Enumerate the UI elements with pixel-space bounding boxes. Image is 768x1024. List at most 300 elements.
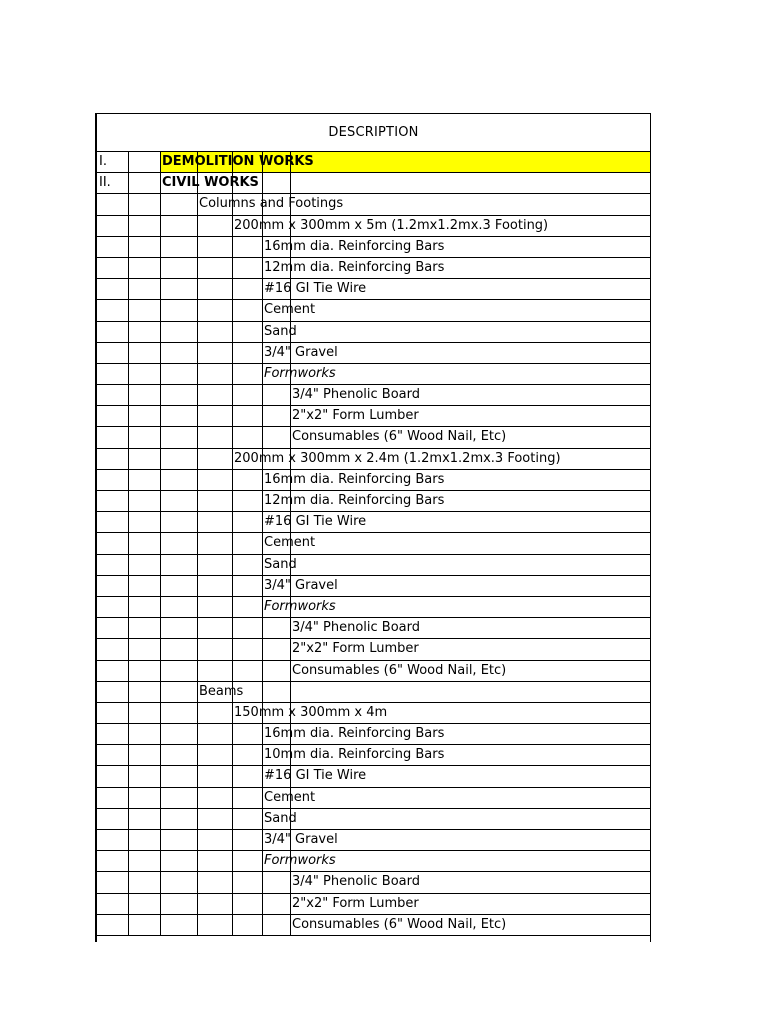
grid-line: [232, 661, 233, 681]
grid-line: [197, 300, 198, 320]
grid-line: [197, 661, 198, 681]
row-description: Consumables (6" Wood Nail, Etc): [292, 429, 507, 445]
grid-line: [197, 830, 198, 850]
table-row[interactable]: [97, 851, 650, 872]
grid-line: [160, 300, 161, 320]
grid-line: [128, 639, 129, 659]
grid-line: [128, 682, 129, 702]
row-blank-cell[interactable]: [128, 427, 160, 447]
row-description: 3/4" Phenolic Board: [292, 874, 421, 890]
grid-line: [160, 851, 161, 871]
grid-line: [197, 555, 198, 575]
row-description: Sand: [264, 810, 297, 826]
grid-line: [160, 512, 161, 532]
row-description: CIVIL WORKS: [162, 175, 259, 191]
grid-line: [128, 661, 129, 681]
row-number-cell[interactable]: [97, 300, 128, 320]
row-description: 2"x2" Form Lumber: [292, 895, 419, 911]
row-description: 2"x2" Form Lumber: [292, 641, 419, 657]
row-number-cell[interactable]: [97, 237, 128, 257]
row-number-cell[interactable]: [97, 427, 128, 447]
row-description: 200mm x 300mm x 5m (1.2mx1.2mx.3 Footing): [234, 217, 549, 233]
grid-line: [128, 915, 129, 935]
table-row[interactable]: [97, 745, 650, 766]
grid-line: [262, 639, 263, 659]
grid-line: [160, 894, 161, 914]
grid-line: [128, 194, 129, 214]
grid-line: [160, 618, 161, 638]
row-description: 12mm dia. Reinforcing Bars: [264, 493, 445, 508]
grid-line: [160, 661, 161, 681]
row-blank-cell[interactable]: [128, 682, 160, 702]
table-row[interactable]: [97, 300, 650, 321]
grid-line: [128, 788, 129, 808]
row-description: Cement: [264, 535, 316, 551]
row-number-cell[interactable]: [97, 194, 128, 214]
grid-line: [262, 894, 263, 914]
grid-line: [160, 152, 161, 172]
grid-line: [262, 682, 263, 702]
row-number-cell[interactable]: [97, 703, 128, 723]
row-blank-cell[interactable]: [128, 745, 160, 765]
grid-line: [128, 533, 129, 553]
grid-line: [262, 618, 263, 638]
grid-line: [232, 724, 233, 744]
table-row[interactable]: [97, 449, 650, 470]
grid-line: [197, 724, 198, 744]
grid-line: [232, 597, 233, 617]
row-number-cell[interactable]: [97, 491, 128, 511]
description-header: [97, 114, 650, 152]
grid-line: [262, 491, 263, 511]
grid-line: [290, 639, 291, 659]
grid-line: [160, 406, 161, 426]
row-description: #16 GI Tie Wire: [264, 768, 367, 784]
spreadsheet-table: [95, 113, 651, 942]
grid-line: [160, 427, 161, 447]
grid-line: [128, 618, 129, 638]
row-blank-cell[interactable]: [128, 618, 160, 638]
row-description: Cement: [264, 789, 316, 805]
grid-line: [128, 364, 129, 384]
row-blank-cell[interactable]: [128, 491, 160, 511]
grid-line: [290, 427, 291, 447]
table-row[interactable]: [97, 152, 650, 173]
row-number-cell[interactable]: [97, 724, 128, 744]
grid-line: [128, 491, 129, 511]
row-blank-cell[interactable]: [128, 830, 160, 850]
grid-line: [290, 173, 291, 193]
grid-line: [160, 682, 161, 702]
row-description: 150mm x 300mm x 4m: [234, 704, 388, 720]
grid-line: [128, 745, 129, 765]
row-blank-cell[interactable]: [128, 279, 160, 299]
row-number-cell[interactable]: [97, 343, 128, 363]
grid-line: [160, 788, 161, 808]
grid-line: [128, 449, 129, 469]
grid-line: [232, 894, 233, 914]
grid-line: [197, 618, 198, 638]
row-blank-cell[interactable]: [128, 385, 160, 405]
grid-line: [232, 576, 233, 596]
grid-line: [197, 745, 198, 765]
table-row[interactable]: [97, 470, 650, 491]
grid-line: [232, 788, 233, 808]
row-number-cell[interactable]: [97, 682, 128, 702]
grid-line: [232, 216, 233, 236]
row-blank-cell[interactable]: [128, 173, 160, 193]
grid-line: [262, 385, 263, 405]
grid-line: [232, 872, 233, 892]
row-blank-cell[interactable]: [128, 555, 160, 575]
grid-line: [232, 809, 233, 829]
grid-line: [128, 512, 129, 532]
row-blank-cell[interactable]: [128, 237, 160, 257]
row-number-cell[interactable]: [97, 597, 128, 617]
grid-line: [160, 576, 161, 596]
grid-line: [232, 449, 233, 469]
row-blank-cell[interactable]: [128, 851, 160, 871]
grid-line: [197, 279, 198, 299]
table-row[interactable]: [97, 364, 650, 385]
grid-line: [232, 915, 233, 935]
row-number-cell[interactable]: [97, 533, 128, 553]
grid-line: [128, 258, 129, 278]
table-row[interactable]: [97, 491, 650, 512]
grid-line: [262, 830, 263, 850]
grid-line: [262, 766, 263, 786]
row-description: 3/4" Phenolic Board: [292, 387, 421, 403]
grid-line: [290, 618, 291, 638]
row-number-cell[interactable]: [97, 661, 128, 681]
grid-line: [197, 915, 198, 935]
grid-line: [160, 915, 161, 935]
grid-line: [160, 449, 161, 469]
row-number-cell[interactable]: [97, 766, 128, 786]
row-blank-cell[interactable]: [128, 406, 160, 426]
grid-line: [197, 703, 198, 723]
grid-line: [160, 216, 161, 236]
grid-line: [197, 788, 198, 808]
table-row[interactable]: [97, 894, 650, 915]
grid-line: [160, 597, 161, 617]
grid-line: [262, 809, 263, 829]
row-number-cell[interactable]: [97, 851, 128, 871]
grid-line: [160, 766, 161, 786]
row-number-cell[interactable]: [97, 449, 128, 469]
grid-line: [128, 300, 129, 320]
grid-line: [128, 830, 129, 850]
grid-line: [232, 512, 233, 532]
row-number-cell[interactable]: [97, 809, 128, 829]
row-blank-cell[interactable]: [128, 809, 160, 829]
row-blank-cell[interactable]: [128, 576, 160, 596]
row-description: Beams: [199, 683, 244, 699]
grid-line: [232, 830, 233, 850]
row-number-cell[interactable]: [97, 385, 128, 405]
grid-line: [232, 639, 233, 659]
grid-line: [262, 406, 263, 426]
grid-line: [290, 406, 291, 426]
table-row[interactable]: [97, 343, 650, 364]
row-number-cell[interactable]: [97, 618, 128, 638]
grid-line: [197, 449, 198, 469]
row-number-cell[interactable]: [97, 364, 128, 384]
row-blank-cell[interactable]: [128, 915, 160, 935]
grid-line: [232, 406, 233, 426]
grid-line: [128, 152, 129, 172]
grid-line: [197, 216, 198, 236]
table-row[interactable]: [97, 766, 650, 787]
grid-line: [232, 533, 233, 553]
grid-line: [262, 237, 263, 257]
table-row[interactable]: [97, 661, 650, 682]
grid-line: [232, 300, 233, 320]
row-blank-cell[interactable]: [128, 300, 160, 320]
row-number-cell[interactable]: [97, 406, 128, 426]
table-row[interactable]: [97, 724, 650, 745]
grid-line: [128, 343, 129, 363]
grid-line: [197, 237, 198, 257]
grid-line: [197, 512, 198, 532]
grid-line: [262, 258, 263, 278]
grid-line: [160, 364, 161, 384]
table-row[interactable]: [97, 872, 650, 893]
row-blank-cell[interactable]: [128, 894, 160, 914]
row-description: Columns and Footings: [199, 196, 344, 212]
table-row[interactable]: [97, 618, 650, 639]
table-row[interactable]: [97, 322, 650, 343]
row-blank-cell[interactable]: [128, 639, 160, 659]
table-row[interactable]: [97, 682, 650, 703]
grid-line: [128, 555, 129, 575]
row-number-cell[interactable]: [97, 576, 128, 596]
grid-line: [128, 216, 129, 236]
grid-line: [290, 915, 291, 935]
grid-line: [197, 194, 198, 214]
grid-line: [128, 406, 129, 426]
row-number-cell[interactable]: [97, 872, 128, 892]
row-description: #16 GI Tie Wire: [264, 514, 367, 530]
grid-line: [128, 173, 129, 193]
row-description: Formworks: [264, 598, 336, 614]
grid-line: [197, 385, 198, 405]
row-description: #16 GI Tie Wire: [264, 281, 367, 297]
table-row[interactable]: [97, 279, 650, 300]
grid-line: [128, 237, 129, 257]
row-number-cell[interactable]: [97, 512, 128, 532]
grid-line: [197, 258, 198, 278]
row-number-cell[interactable]: [97, 894, 128, 914]
row-blank-cell[interactable]: [128, 470, 160, 490]
grid-line: [262, 512, 263, 532]
row-description: Consumables (6" Wood Nail, Etc): [292, 916, 507, 932]
grid-line: [262, 555, 263, 575]
grid-line: [232, 385, 233, 405]
grid-line: [197, 322, 198, 342]
row-description: 3/4" Gravel: [264, 577, 338, 593]
grid-line: [160, 703, 161, 723]
row-blank-cell[interactable]: [128, 597, 160, 617]
table-row[interactable]: [97, 216, 650, 237]
grid-line: [160, 491, 161, 511]
grid-line: [262, 533, 263, 553]
grid-line: [160, 809, 161, 829]
row-description: 16mm dia. Reinforcing Bars: [264, 726, 445, 742]
table-row[interactable]: [97, 915, 650, 936]
grid-line: [128, 597, 129, 617]
grid-line: [160, 533, 161, 553]
grid-line: [262, 872, 263, 892]
row-blank-cell[interactable]: [128, 512, 160, 532]
table-row[interactable]: [97, 258, 650, 279]
row-description: 2"x2" Form Lumber: [292, 408, 419, 424]
table-row[interactable]: [97, 703, 650, 724]
row-description: 12mm dia. Reinforcing Bars: [264, 259, 445, 275]
grid-line: [128, 322, 129, 342]
row-description: Formworks: [264, 853, 336, 869]
grid-line: [197, 491, 198, 511]
grid-line: [232, 364, 233, 384]
row-blank-cell[interactable]: [128, 724, 160, 744]
grid-line: [262, 724, 263, 744]
grid-line: [290, 894, 291, 914]
row-number-cell[interactable]: [97, 830, 128, 850]
grid-line: [128, 872, 129, 892]
row-number-cell[interactable]: [97, 745, 128, 765]
table-body: [97, 152, 650, 936]
grid-line: [232, 703, 233, 723]
grid-line: [232, 851, 233, 871]
row-blank-cell[interactable]: [128, 258, 160, 278]
grid-line: [290, 661, 291, 681]
grid-line: [262, 915, 263, 935]
row-number-cell[interactable]: [97, 639, 128, 659]
table-row[interactable]: [97, 173, 650, 194]
grid-line: [128, 427, 129, 447]
row-blank-cell[interactable]: [128, 449, 160, 469]
grid-line: [262, 427, 263, 447]
row-blank-cell[interactable]: [128, 152, 160, 172]
grid-line: [262, 173, 263, 193]
row-number-cell[interactable]: [97, 279, 128, 299]
table-row[interactable]: [97, 427, 650, 448]
row-blank-cell[interactable]: [128, 322, 160, 342]
row-description: Formworks: [264, 365, 336, 381]
table-row[interactable]: [97, 533, 650, 554]
grid-line: [262, 470, 263, 490]
table-row[interactable]: [97, 194, 650, 215]
grid-line: [160, 872, 161, 892]
row-number-cell[interactable]: [97, 322, 128, 342]
row-blank-cell[interactable]: [128, 661, 160, 681]
grid-line: [160, 279, 161, 299]
table-row[interactable]: [97, 809, 650, 830]
table-row[interactable]: [97, 512, 650, 533]
table-row[interactable]: [97, 639, 650, 660]
grid-line: [197, 597, 198, 617]
table-row[interactable]: [97, 576, 650, 597]
row-blank-cell[interactable]: [128, 872, 160, 892]
table-row[interactable]: [97, 830, 650, 851]
grid-line: [232, 427, 233, 447]
grid-line: [290, 682, 291, 702]
table-row[interactable]: [97, 385, 650, 406]
grid-line: [197, 851, 198, 871]
row-blank-cell[interactable]: [128, 788, 160, 808]
table-row[interactable]: [97, 555, 650, 576]
row-description: Sand: [264, 556, 297, 572]
description-header-label: DESCRIPTION: [328, 125, 419, 140]
table-row[interactable]: [97, 788, 650, 809]
grid-line: [232, 258, 233, 278]
row-blank-cell[interactable]: [128, 533, 160, 553]
row-number-cell[interactable]: [97, 216, 128, 236]
grid-line: [262, 279, 263, 299]
row-blank-cell[interactable]: [128, 194, 160, 214]
grid-line: [128, 809, 129, 829]
table-row[interactable]: [97, 406, 650, 427]
grid-line: [128, 576, 129, 596]
table-row[interactable]: [97, 237, 650, 258]
grid-line: [160, 470, 161, 490]
row-blank-cell[interactable]: [128, 343, 160, 363]
grid-line: [232, 470, 233, 490]
row-number-cell[interactable]: [97, 788, 128, 808]
grid-line: [262, 343, 263, 363]
grid-line: [160, 194, 161, 214]
grid-line: [232, 555, 233, 575]
grid-line: [290, 385, 291, 405]
grid-line: [197, 533, 198, 553]
row-number-cell[interactable]: [97, 555, 128, 575]
grid-line: [197, 639, 198, 659]
grid-line: [197, 427, 198, 447]
row-description: 3/4" Gravel: [264, 344, 338, 360]
row-number: I.: [99, 154, 107, 169]
row-description: 200mm x 300mm x 2.4m (1.2mx1.2mx.3 Footing): [234, 450, 561, 466]
grid-line: [197, 343, 198, 363]
row-description: 16mm dia. Reinforcing Bars: [264, 471, 445, 487]
grid-line: [160, 237, 161, 257]
grid-line: [262, 364, 263, 384]
row-blank-cell[interactable]: [128, 216, 160, 236]
grid-line: [160, 385, 161, 405]
grid-line: [232, 745, 233, 765]
row-blank-cell[interactable]: [128, 766, 160, 786]
grid-line: [160, 258, 161, 278]
grid-line: [197, 406, 198, 426]
grid-line: [128, 703, 129, 723]
grid-line: [160, 343, 161, 363]
row-number-cell[interactable]: [97, 470, 128, 490]
grid-line: [262, 851, 263, 871]
grid-line: [262, 745, 263, 765]
grid-line: [262, 661, 263, 681]
grid-line: [232, 491, 233, 511]
grid-line: [197, 470, 198, 490]
row-blank-cell[interactable]: [128, 364, 160, 384]
grid-line: [197, 766, 198, 786]
row-description: DEMOLITION WORKS: [162, 154, 314, 169]
grid-line: [128, 851, 129, 871]
table-row[interactable]: [97, 597, 650, 618]
row-number-cell[interactable]: [97, 915, 128, 935]
row-blank-cell[interactable]: [128, 703, 160, 723]
grid-line: [232, 237, 233, 257]
row-description: 3/4" Phenolic Board: [292, 620, 421, 636]
row-number-cell[interactable]: [97, 258, 128, 278]
